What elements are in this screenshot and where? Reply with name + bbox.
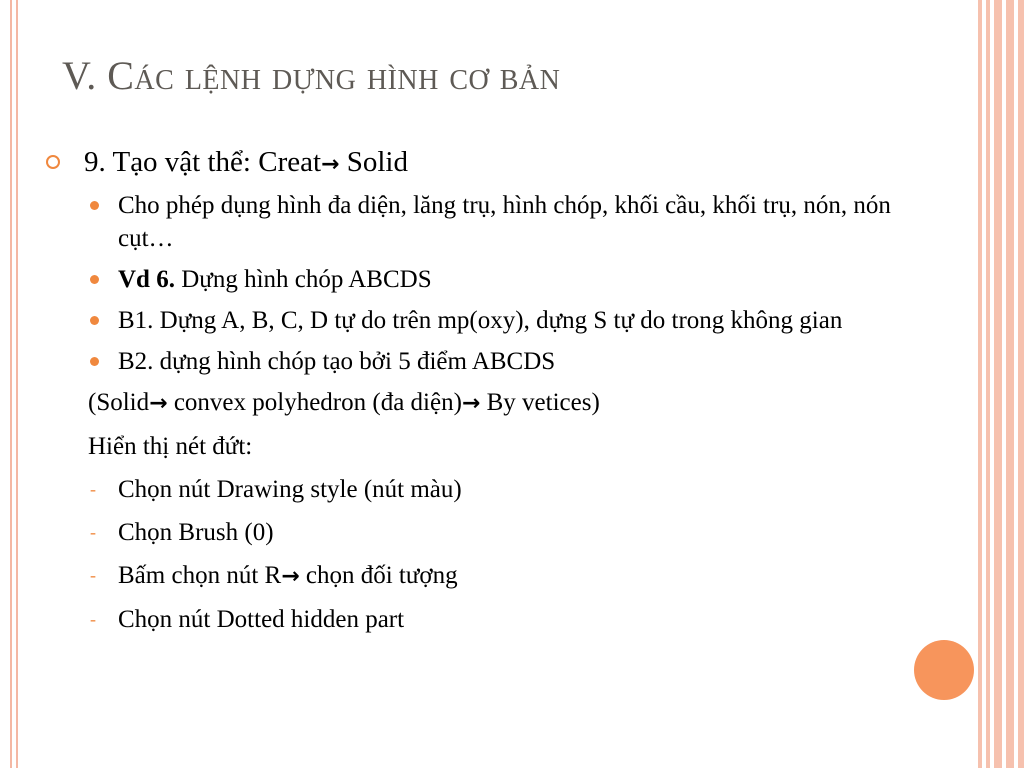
bullet-item — [46, 189, 946, 255]
dash-item-text: Bấm chọn nút R — [118, 562, 282, 589]
stripe — [1006, 0, 1014, 768]
bullet-text: B2. dựng hình chóp tạo bởi 5 điểm ABCDS — [118, 348, 556, 375]
hidden-lines-heading: Hiển thị nét đứt: — [88, 433, 253, 460]
title-prefix: V. C — [62, 53, 135, 98]
slide-title — [62, 52, 560, 99]
bullet-text: Cho phép dụng hình đa diện, lăng trụ, hình chóp, khối cầu, khối trụ, nón, nón cụt… — [118, 192, 891, 252]
dot-bullet-icon — [90, 357, 99, 366]
arrow-right-icon: → — [461, 391, 481, 416]
left-border-line — [10, 0, 12, 768]
arrow-right-icon: → — [149, 391, 168, 416]
dash-item-text: Chọn nút Drawing style (nút màu) — [118, 476, 462, 503]
solid-command-line — [46, 386, 946, 420]
slide-content — [46, 142, 946, 646]
dot-bullet-icon — [90, 201, 99, 210]
bullet-item — [46, 263, 946, 296]
dash-item — [46, 559, 946, 593]
bullet-item — [46, 345, 946, 378]
level1-item — [46, 142, 946, 185]
dash-bullet-icon: - — [90, 565, 96, 585]
ring-bullet-icon — [46, 155, 60, 169]
dash-bullet-icon: - — [90, 479, 96, 499]
arrow-right-icon: → — [281, 564, 300, 589]
bullet-item — [46, 304, 946, 337]
decorative-circle — [914, 640, 974, 700]
solid-text: (Solid — [88, 389, 150, 416]
level1-text-after: Solid — [339, 146, 408, 178]
dot-bullet-icon — [90, 316, 99, 325]
dash-item — [46, 473, 946, 506]
title-rest: ác lệnh dựng hình cơ bản — [134, 53, 561, 98]
dot-bullet-icon — [90, 275, 99, 284]
stripe — [986, 0, 990, 768]
bullet-text: B1. Dựng A, B, C, D tự do trên mp(oxy), dựng S tự do trong không gian — [118, 307, 843, 334]
stripe — [994, 0, 1002, 768]
stripe — [978, 0, 982, 768]
dash-item-text-after: chọn đối tượng — [299, 562, 458, 589]
arrow-right-icon: → — [321, 152, 340, 177]
dash-item — [46, 516, 946, 549]
solid-text: convex polyhedron (đa diện) — [167, 389, 462, 416]
bullet-text: Dựng hình chóp ABCDS — [174, 266, 432, 293]
stripe — [1018, 0, 1024, 768]
dash-bullet-icon: - — [90, 609, 96, 629]
dash-item-text: Chọn Brush (0) — [118, 519, 274, 546]
bullet-bold-text: Vd 6. — [118, 266, 175, 293]
level1-text: 9. Tạo vật thể: Creat — [84, 146, 322, 178]
right-stripes-decoration — [978, 0, 1024, 768]
solid-text: By vetices) — [480, 389, 600, 416]
dash-item — [46, 603, 946, 636]
dash-item-text: Chọn nút Dotted hidden part — [118, 606, 405, 633]
left-border-line — [16, 0, 18, 768]
dash-bullet-icon: - — [90, 522, 96, 542]
